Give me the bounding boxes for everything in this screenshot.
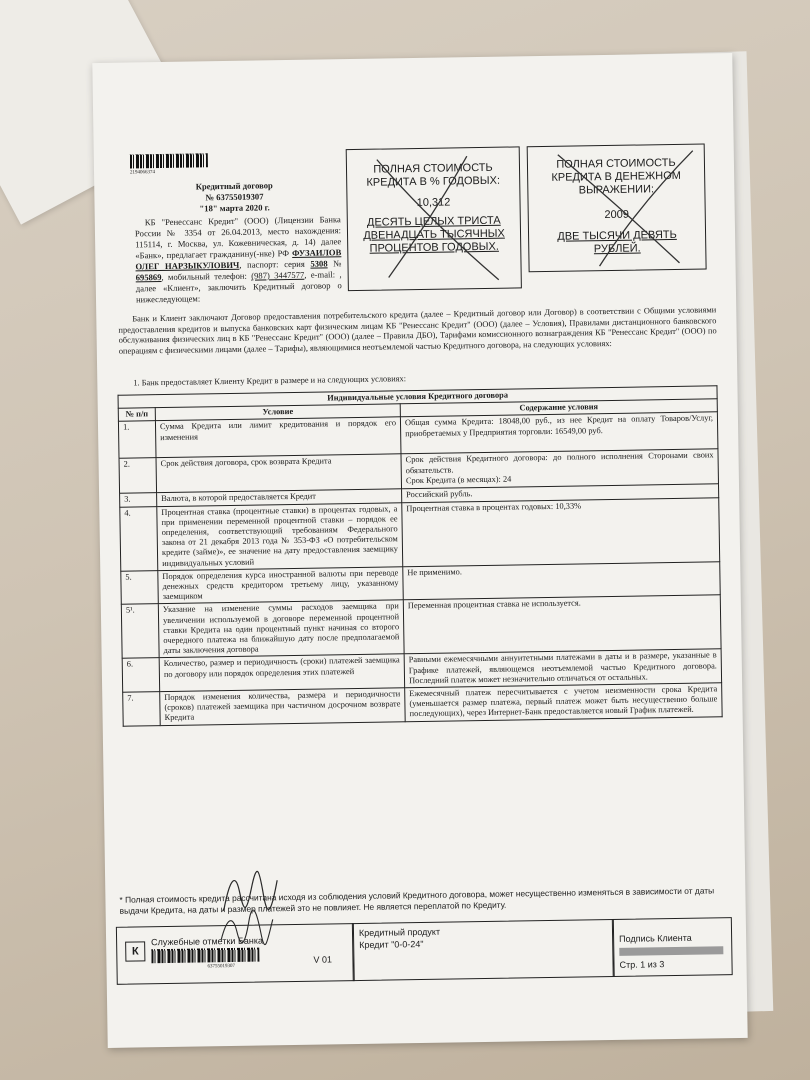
email-tail: , e-mail: , далее «Клиент», заключить Кредитный договор о нижеследующем: — [135, 269, 342, 305]
cross-mark-icon — [528, 144, 706, 271]
service-marks-frame — [116, 923, 355, 985]
row-number: 7. — [123, 692, 161, 726]
footer-barcode-number: 63755019307 — [207, 963, 236, 970]
row-condition: Порядок определения курса иностранной валюты при переводе денежных средств кредитором третьему лицу, указанному заемщиком — [158, 567, 403, 604]
col-condition-header: Условие — [155, 404, 400, 421]
footnote: * Полная стоимость кредита рассчитана исходя из соблюдения условий Кредитного договора, может несущественно изменяться в зависимости от даты выдачи Кредита, на даты и размер платежей это не повлияет. Не является переплатой по Кредиту. — [119, 885, 715, 916]
row-number: 2. — [119, 458, 157, 494]
row-condition: Количество, размер и периодичность (сроки) платежей заемщика по договору или порядок определения этих платежей — [159, 654, 404, 691]
row-number: 4. — [120, 506, 158, 571]
row-number: 3. — [120, 493, 157, 507]
col-number-header: № п/п — [118, 408, 155, 422]
row-number: 1. — [118, 421, 156, 459]
bank-paragraph — [135, 214, 342, 305]
percent-box-value: 10,312 — [416, 196, 451, 210]
footer-barcode — [151, 948, 259, 964]
row-content: Российский рубль. — [402, 484, 719, 502]
version-label: V 01 — [313, 954, 333, 965]
service-marks-label: Служебные отметки Банка — [151, 935, 263, 948]
phone-label: , мобильный телефон: — [161, 270, 247, 283]
row-content: Переменная процентная ставка не используется. — [403, 595, 721, 654]
contract-page — [92, 53, 747, 1048]
row-content: Равными ежемесячными аннуитетными платежами в даты и в размере, указанные в Графике платежей, являющемся неотъемлемой частью Кредитного договора. Последний платеж может незначительно отличаться от остальных. — [404, 649, 721, 688]
table-caption: Индивидуальные условия Кредитного договора — [118, 386, 717, 409]
row-number: 5. — [121, 570, 159, 604]
row-condition: Порядок изменения количества, размера и периодичности (сроков) платежей заемщика при частичном досрочном возврате Кредита — [160, 688, 405, 725]
client-signature-label: Подпись Клиента — [619, 932, 692, 944]
money-box-title: ПОЛНАЯ СТОИМОСТЬ КРЕДИТА В ДЕНЕЖНОМ ВЫРАЖЕНИИ: — [551, 156, 681, 197]
intro-paragraph: Банк и Клиент заключают Договор предоставления потребительского кредита (далее – Кредитный договор или Договор) в соответствии с Общими условиями предоставления кредитов и выпуска банковских карт физическим лицам КБ "Ренессанс Кредит" (ООО) (далее – Условия), Правилами дистанционного банковского обслуживания физических лиц в КБ "Ренессанс Кредит" (ООО) (далее – Правила ДБО), Тарифами комиссионного вознаграждения КБ "Ренессанс Кредит" (ООО) по операциям с физическими лицами (далее – Тарифы), являющимися неотъемлемой частью Кредитного договора, на следующих условиях: — [118, 305, 717, 356]
top-barcode — [130, 153, 208, 168]
product-value: Кредит "0-0-24" — [359, 938, 424, 951]
passport-series: 5308 — [310, 258, 328, 269]
row-number: 6. — [122, 658, 160, 692]
total-cost-percent-box — [346, 146, 522, 291]
bank-text: КБ "Ренессанс Кредит" (ООО) (Лицензии Банка России № 3354 от 26.04.2013, место нахождения: 115114, г. Москва, ул. Кожевническая, д. 14) далее «Банк», предлагает гражданину(-нке) РФ — [134, 214, 342, 261]
phone-value: (987) 3447577 — [251, 269, 305, 281]
redacted-signature — [619, 946, 723, 956]
row-content: Ежемесячный платеж пересчитывается с учетом неизменности срока Кредита (уменьшается размер платежа, первый платеж может быть несущественно больше последующих), через Интернет-Банк предоставляется новый График платежей. — [405, 683, 722, 722]
conditions-table — [118, 385, 723, 726]
doc-title: Кредитный договор — [195, 180, 273, 192]
row-condition: Сумма Кредита или лимит кредитования и порядок его изменения — [155, 417, 401, 458]
row-content: Не применимо. — [403, 562, 720, 601]
client-signature-frame — [612, 917, 733, 977]
row-content: Процентная ставка в процентах годовых: 10,33% — [402, 497, 720, 566]
handwritten-signature-icon — [217, 907, 278, 948]
passport-number: 695869 — [135, 272, 162, 283]
percent-box-words: ДЕСЯТЬ ЦЕЛЫХ ТРИСТА ДВЕНАДЦАТЬ ТЫСЯЧНЫХ ПРОЦЕНТОВ ГОДОВЫХ. — [363, 214, 505, 255]
money-box-value: 2009 — [604, 208, 630, 222]
cross-mark-icon — [347, 147, 521, 290]
product-label: Кредитный продукт — [358, 926, 441, 939]
table-row — [121, 595, 721, 658]
row-content: Общая сумма Кредита: 18048,00 руб., из нее Кредит на оплату Товаров/Услуг, приобретаемых у Предприятия торговли: 16549,00 руб. — [400, 412, 718, 454]
row-condition: Срок действия договора, срок возврата Кредита — [156, 454, 402, 493]
row-content: Срок действия Кредитного договора: до полного исполнения Сторонами своих обязательств. Срок Кредита (в месяцах): 24 — [401, 449, 719, 489]
money-box-words: ДВЕ ТЫСЯЧИ ДЕВЯТЬ РУБЛЕЙ. — [557, 228, 677, 256]
total-cost-money-box — [527, 143, 707, 272]
top-barcode-number: 2194066374 — [129, 170, 156, 176]
passport-no-label: № — [333, 258, 342, 269]
row-condition: Процентная ставка (процентные ставки) в процентах годовых, а при применении переменной процентной ставки – порядок ее определения, соответствующий требованиям Федерального закона от 21 декабря 2013 года № 353-ФЗ «О потребительском кредите (займе)», ее значение на дату предоставления заемщику индивидуальных условий — [157, 502, 403, 570]
client-name: ФУЗАИЛОВ ОЛЕГ НАРЗЫКУЛОВИЧ — [135, 247, 342, 272]
intro-item: 1. Банк предоставляет Клиенту Кредит в размере и на следующих условиях: — [133, 374, 407, 388]
passport-prefix: , паспорт: серия — [239, 258, 305, 270]
row-number: 5¹. — [121, 604, 159, 659]
doc-number: № 63755019307 — [205, 191, 264, 203]
row-condition: Валюта, в которой предоставляется Кредит — [157, 489, 402, 506]
k-letter-box: К — [125, 941, 145, 961]
table-row — [120, 497, 720, 571]
col-content-header: Содержание условия — [400, 399, 717, 417]
row-condition: Указание на изменение суммы расходов заемщика при увеличении используемой в договоре переменной процентной ставки Кредита на один процентный пункт начиная со второго очередного платежа на ближайшую дату после предполагаемой даты заключения договора — [158, 600, 404, 658]
doc-date: "18" марта 2020 г. — [199, 202, 270, 214]
page-number: Стр. 1 из 3 — [619, 959, 665, 970]
credit-product-frame — [352, 919, 615, 981]
percent-box-title: ПОЛНАЯ СТОИМОСТЬ КРЕДИТА В % ГОДОВЫХ: — [366, 161, 501, 189]
